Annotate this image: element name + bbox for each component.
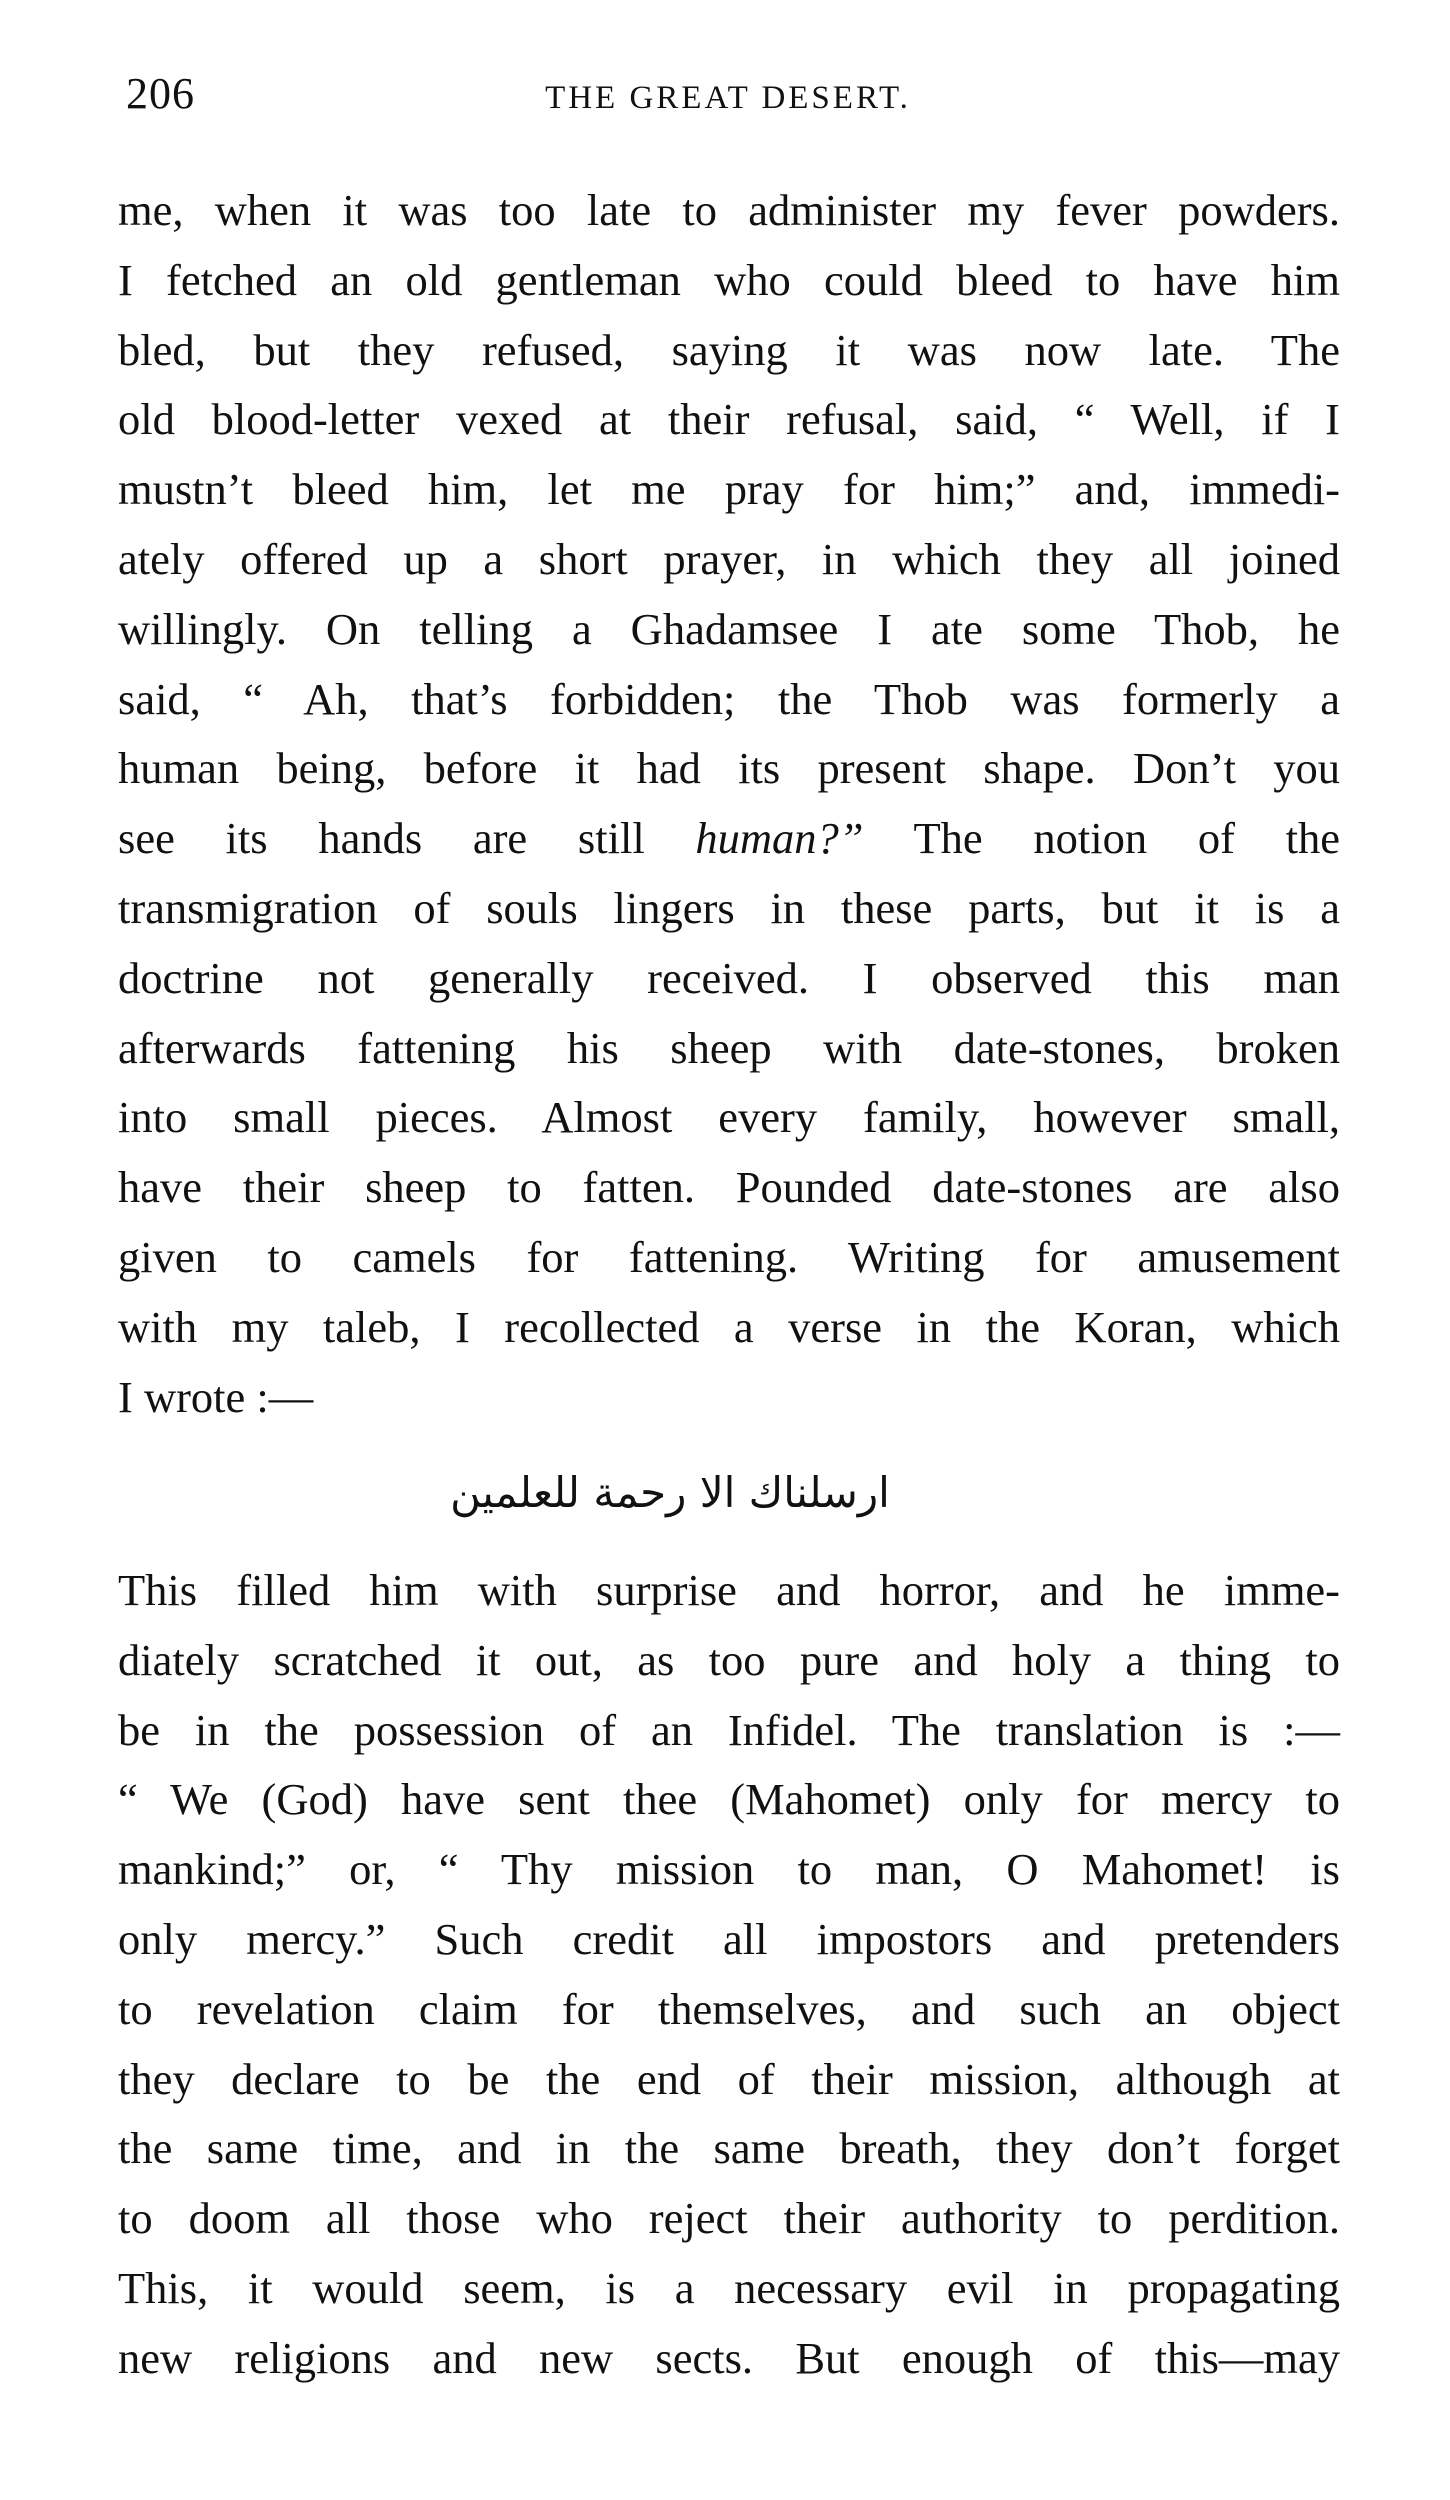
text-line: This filled him with surprise and horror, and he imme- xyxy=(118,1565,1340,1615)
text-line: given to camels for fattening. Writing for amusement xyxy=(118,1231,1340,1282)
text-line: This, it would seem, is a necessary evil in propagating xyxy=(118,2262,1340,2313)
text-line: I fetched an old gentleman who could bleed to have him xyxy=(118,254,1340,305)
text-line: to doom all those who reject their authority to perdition. xyxy=(118,2193,1340,2244)
text-line: have their sheep to fatten. Pounded date-stones are also xyxy=(118,1162,1340,1213)
page-header xyxy=(118,68,1338,138)
line-segment: see its hands are still xyxy=(118,813,696,864)
text-line: to revelation claim for themselves, and such an object xyxy=(118,1983,1340,2034)
text-line: willingly. On telling a Ghadamsee I ate some Thob, he xyxy=(118,603,1340,654)
text-line: said, “ Ah, that’s forbidden; the Thob was formerly a xyxy=(118,673,1340,724)
text-line: me, when it was too late to administer my fever powders. xyxy=(118,185,1340,235)
paragraph-2 xyxy=(118,1556,1340,2394)
text-line: bled, but they refused, saying it was now late. The xyxy=(118,324,1340,375)
line-segment: The notion of the xyxy=(863,813,1340,864)
text-line: “ We (God) have sent thee (Mahomet) only for mercy to xyxy=(118,1774,1340,1825)
text-line: be in the possession of an Infidel. The translation is :— xyxy=(118,1704,1340,1755)
text-line-with-italic xyxy=(118,804,1340,874)
text-line: doctrine not generally received. I observed this man xyxy=(118,952,1340,1003)
page-number: 206 xyxy=(126,69,195,118)
text-line: diately scratched it out, as too pure and holy a thing to xyxy=(118,1634,1340,1685)
text-line: into small pieces. Almost every family, however small, xyxy=(118,1092,1340,1143)
text-line: mustn’t bleed him, let me pray for him;” and, immedi- xyxy=(118,464,1340,515)
paragraph-1 xyxy=(118,176,1340,1432)
text-line: I wrote :— xyxy=(118,1371,314,1422)
text-line: only mercy.” Such credit all impostors and pretenders xyxy=(118,1913,1340,1964)
text-line: the same time, and in the same breath, they don’t forget xyxy=(118,2123,1340,2174)
text-line: transmigration of souls lingers in these parts, but it is a xyxy=(118,882,1340,933)
text-line: mankind;” or, “ Thy mission to man, O Mahomet! is xyxy=(118,1844,1340,1895)
text-line: new religions and new sects. But enough of this—may xyxy=(118,2332,1340,2383)
italic-word: human?” xyxy=(695,813,864,864)
text-line: afterwards fattening his sheep with date-stones, broken xyxy=(118,1022,1340,1073)
text-line: human being, before it had its present shape. Don’t you xyxy=(118,743,1340,794)
arabic-verse: ارسلناك الا رحمة للعلمين xyxy=(450,1468,890,1517)
running-title: THE GREAT DESERT. xyxy=(545,80,911,116)
text-line: old blood-letter vexed at their refusal, said, “ Well, if I xyxy=(118,394,1340,445)
text-line: with my taleb, I recollected a verse in the Koran, which xyxy=(118,1301,1340,1352)
text-line: they declare to be the end of their mission, although at xyxy=(118,2053,1340,2104)
text-line: ately offered up a short prayer, in which they all joined xyxy=(118,533,1340,584)
